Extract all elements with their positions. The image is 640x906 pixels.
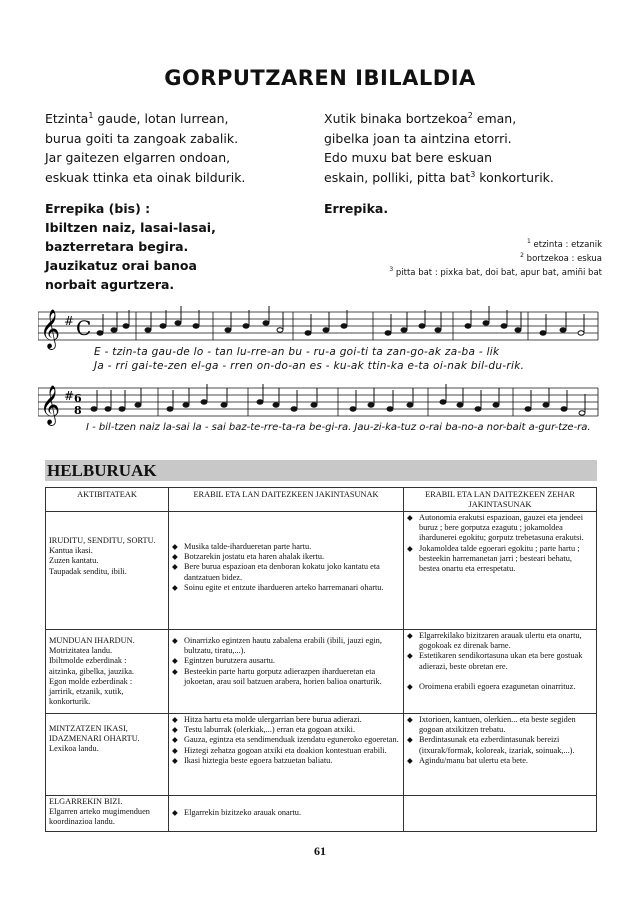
lyric-line-1: E - tzin-ta gau-de lo - tan lu-rre-an bu - ru-a goi-ti ta zan-go-ak za-ba - lik [94,346,500,358]
music-staff-2 [38,378,606,448]
staff-svg-2 [38,378,606,426]
verse-left: Etzinta$^1$ gaude, lotan lurrean, burua goiti ta zangoak zabalik. Jar gaitezen elgarren ondoan, eskuak ttinka eta oinak bildurik. [45,110,246,185]
cross-knowledge-cell-empty [404,796,597,832]
svg-text:#: # [64,389,75,403]
lyric-line-3: I - bil-tzen naiz la-sai la - sai baz-te-rre-ta-ra be-gi-ra. Jau-zi-ka-tuz o-rai ba-no-a nor-bait a-gur-tze-ra. [86,422,591,433]
chorus-right: Errepika. [324,201,389,216]
knowledge-cell: ◆ Oinarrizko egintzen hautu zabalena erabili (ibili, jauzi egin, bultzatu, tiratu,...). ◆ Egintzen burutzera ausartu. ◆ Besteekin parte hartu gorputz adierazpen ihardueretan eta jokoetan, arau soil batzuen arabera, horien balioa onarturik. [169,630,404,714]
page-number: 61 [314,844,326,858]
svg-text:6: 6 [74,392,82,405]
activity-cell: MINTZATZEN IKASI, IDAZMENARI OHARTU. Lexikoa landu. [46,714,169,796]
activity-cell: IRUDITU, SENDITU, SORTU. Kantua ikasi. Zuzen kantatu. Taupadak senditu, ibili. [46,512,169,630]
treble-clef-2-icon: 𝄞 [40,385,61,425]
song-title: GORPUTZAREN IBILALDIA [164,66,476,90]
table-header-row [46,488,597,512]
col-header-knowledge: ERABIL ETA LAN DAITEZKEEN JAKINTASUNAK [169,488,404,512]
activity-cell: ELGARREKIN BIZI. Elgarren arteko mugimenduen koordinazioa landu. [46,796,169,832]
cross-knowledge-cell: ◆ Autonomia erakutsi espazioan, gauzei eta jendeei buruz ; bere gorputza ezagutu ; jokamoldea ihardunerei egokitu; gorputz trebetasuna erakutsi. ◆ Jokamoldea talde egoerari egokitu ; parte hartu ; besteekin harremanetan jarri ; besteari behatu, bestea onartu eta errespetatu. [404,512,597,630]
chorus-left: Errepika (bis) : Ibiltzen naiz, lasai-lasai, bazterretara begira. Jauzikatuz orai banoa norbait agurtzera. [45,201,216,292]
treble-clef-icon: 𝄞 [40,309,61,349]
knowledge-cell: ◆ Musika talde-ihardueretan parte hartu. ◆ Botzarekin jostatu eta haren ahalak ikertu. ◆ Bere burua espazioan eta denboran kokatu joko kantatu eta dantzatuen bidez. ◆ Soinu egite et entzute ihardueren arteko harremanari ohartu. [169,512,404,630]
verse-right: Xutik binaka bortzekoa$^2$ eman, gibelka joan ta aintzina etorri. Edo muxu bat bere eskuan eskain, polliki, pitta bat$^3$ konkorturik. [324,110,554,185]
knowledge-cell: ◆ Hitza hartu eta molde ulergarrian bere burua adierazi. ◆ Testu laburrak (olerkiak,...) erran eta gogoan atxiki. ◆ Gauza, egintza eta sendimenduak izendatu eguneroko egoeretan. ◆ Hiztegi zehatza gogoan atxiki eta doakion kontestuan erabili. ◆ Ikasi hiztegia beste egoera batzuetan baliatu. [169,714,404,796]
activity-cell: MUNDUAN IHARDUN. Motrizitatea landu. Ibiltmolde ezberdinak : aitzinka, gibelka, jauzika. Egon molde ezberdinak : jarririk, etzanik, xutik, konkorturik. [46,630,169,714]
footnotes: $^1$ etzinta : etzanik $^2$ bortzekoa : eskua $^3$ pitta bat : pixka bat, doi bat, apur bat, amiñi bat [389,238,602,278]
table-row [46,630,597,714]
music-staff-1 [38,300,606,380]
section-header-bar [45,460,597,481]
col-header-activities: AKTIBITATEAK [46,488,169,512]
knowledge-cell: ◆ Elgarrekin bizitzeko arauak onartu. [169,796,404,832]
objectives-table [45,487,597,832]
cross-knowledge-cell: ◆ Elgarrekilako bizitzaren arauak ulertu eta onartu, gogokoak ez direnak barne. ◆ Estetikaren sendikortasuna ukan eta bere gostuak adierazi, beste obretan ere. ◆ Oroimena erabili egoera ezagunetan oinarrituz. [404,630,597,714]
svg-text:#: # [64,314,75,328]
svg-text:C: C [76,316,92,340]
table-row [46,714,597,796]
cross-knowledge-cell: ◆ Ixtorioen, kantuen, olerkien... eta beste segiden gogoan atxikitzen trebatu. ◆ Berdintasunak eta ezberdintasunak bereizi (itxurak/formak, koloreak, izariak, soinuak,...). ◆ Agindu/manu bat ulertu eta bete. [404,714,597,796]
col-header-cross-knowledge: ERABIL ETA LAN DAITEZKEEN ZEHAR JAKINTASUNAK [404,488,597,512]
lyric-line-2: Ja - rri gai-te-zen el-ga - rren on-do-an es - ku-ak ttin-ka e-ta oi-nak bil-du-rik. [94,360,525,372]
staff-svg-1 [38,300,606,350]
section-title: HELBURUAK [47,461,157,480]
table-row [46,512,597,630]
svg-text:8: 8 [74,404,82,417]
table-row [46,796,597,832]
